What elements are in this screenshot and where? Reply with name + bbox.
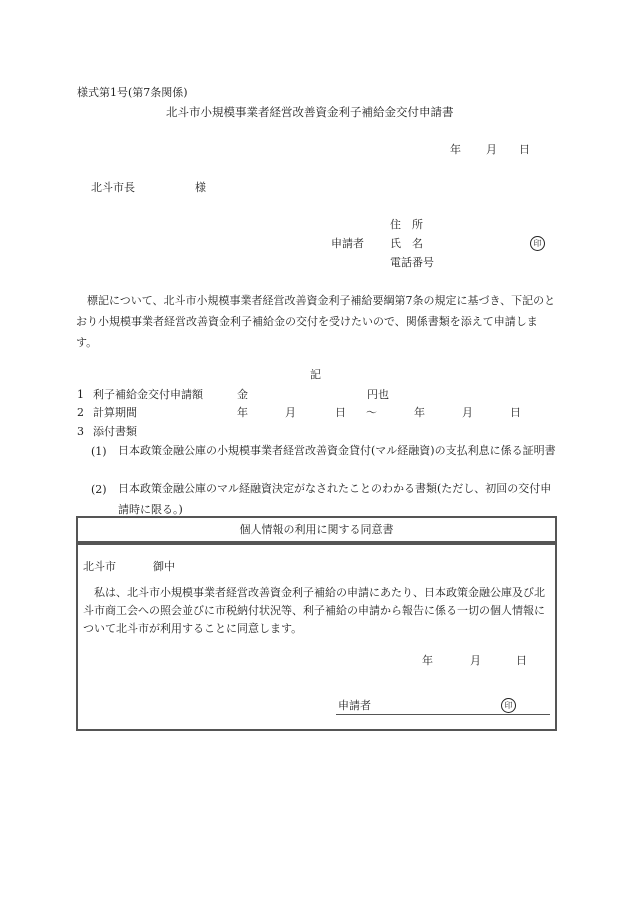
date-day: 日	[519, 143, 530, 156]
consent-date-month: 月	[470, 654, 481, 667]
item1-label: 利子補給金交付申請額	[93, 388, 203, 401]
item3-sub2-text: 日本政策金融公庫のマル経融資決定がなされたことのわかる書類(ただし、初回の交付申請時に限る。)	[118, 482, 552, 516]
consent-text: 私は、北斗市小規模事業者経営改善資金利子補給の申請にあたり、日本政策金融公庫及び北斗市商工会への照会並びに市税納付状況等、利子補給の申請から報告に係る一切の個人情報について北斗市が利用することに同意します。	[83, 586, 545, 635]
seal-mark-icon: 印	[530, 236, 545, 251]
item1-number: 1	[77, 388, 84, 401]
addressee-name: 北斗市長	[91, 181, 135, 194]
item2-day-to: 日	[510, 406, 521, 419]
consent-date-year: 年	[422, 654, 433, 667]
item2-tilde: ～	[366, 406, 377, 419]
applicant-address-label: 住 所	[390, 218, 423, 231]
item3-sub2-number: (2)	[91, 483, 107, 496]
consent-to-name: 北斗市	[83, 560, 116, 573]
item3-sub1-number: (1)	[91, 445, 107, 458]
item2-year-to: 年	[414, 406, 425, 419]
body-text: 標記について、北斗市小規模事業者経営改善資金利子補給要綱第7条の規定に基づき、下記のとおり小規模事業者経営改善資金利子補給金の交付を受けたいので、関係書類を添えて申請します。	[76, 294, 556, 349]
consent-seal-icon: 印	[501, 698, 516, 713]
form-number: 様式第1号(第7条関係)	[77, 86, 188, 99]
consent-applicant-label: 申請者	[338, 699, 371, 712]
date-month: 月	[486, 143, 497, 156]
signature-line	[336, 714, 550, 715]
item2-day-from: 日	[335, 406, 346, 419]
item3-number: 3	[77, 425, 84, 438]
consent-to-suffix: 御中	[153, 560, 175, 573]
item2-month-from: 月	[285, 406, 296, 419]
consent-title-box	[76, 516, 557, 543]
date-year: 年	[450, 143, 461, 156]
item1-suffix: 円也	[367, 388, 389, 401]
item2-number: 2	[77, 406, 84, 419]
applicant-label: 申請者	[331, 237, 364, 250]
applicant-phone-label: 電話番号	[390, 256, 434, 269]
addressee-honorific: 様	[195, 181, 206, 194]
item3-label: 添付書類	[93, 425, 137, 438]
consent-title: 個人情報の利用に関する同意書	[239, 523, 394, 536]
item2-label: 計算期間	[93, 406, 137, 419]
document-title: 北斗市小規模事業者経営改善資金利子補給金交付申請書	[166, 105, 454, 119]
item1-prefix: 金	[237, 388, 248, 401]
consent-date-day: 日	[516, 654, 527, 667]
item3-sub1-text: 日本政策金融公庫の小規模事業者経営改善資金貸付(マル経融資)の支払利息に係る証明書	[118, 444, 556, 457]
item2-month-to: 月	[462, 406, 473, 419]
item2-year-from: 年	[237, 406, 248, 419]
ki-heading: 記	[310, 368, 321, 381]
applicant-name-label: 氏 名	[390, 237, 423, 250]
